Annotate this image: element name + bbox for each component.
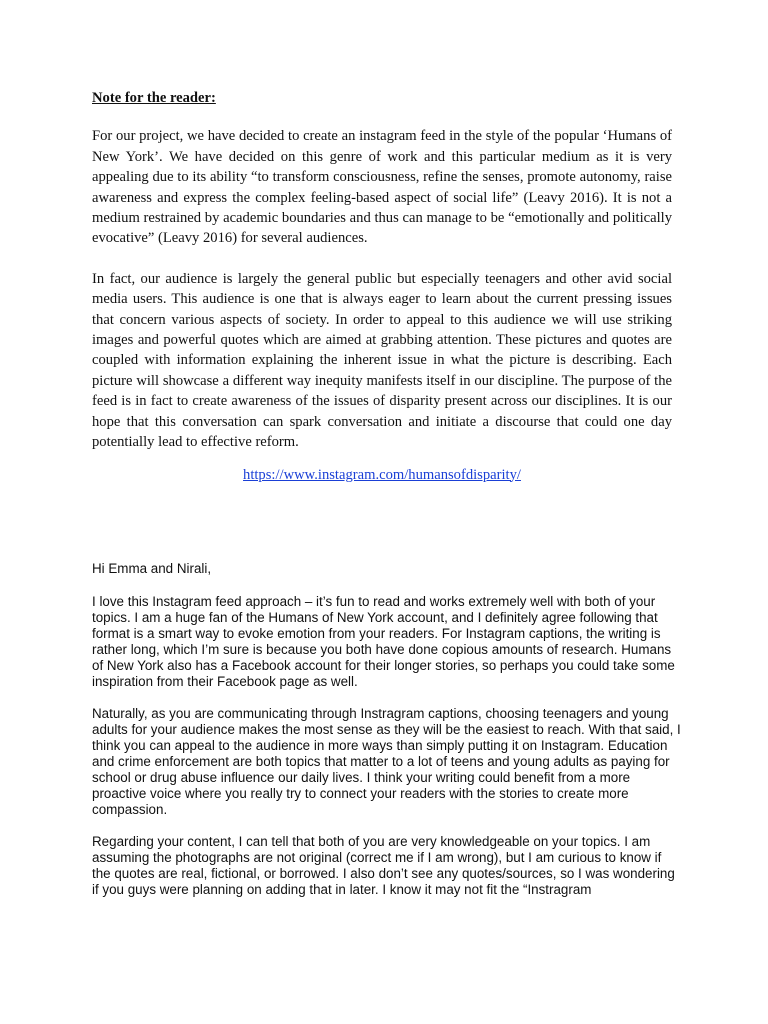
reply-paragraph-3: Regarding your content, I can tell that both of you are very knowledgeable on your topics. I am assuming the photographs are not original (correct me if I am wrong), but I am curious to know if the quotes are real, fictional, or borrowed. I also don’t see any quotes/sources, so I was wondering if you guys were planning on adding that in later. I know it may not fit the “Instragram: [92, 834, 675, 897]
reply-paragraph-1: I love this Instagram feed approach – it’s fun to read and works extremely well with both of your topics. I am a huge fan of the Humans of New York account, and I definitely agree following that format is a smart way to evoke emotion from your readers. For Instagram captions, the writing is rather long, which I’m sure is because you both have done copious amounts of research. Humans of New York also has a Facebook account for their longer stories, so perhaps you could take some inspiration from their Facebook page as well.: [92, 594, 675, 689]
reply-section: [92, 561, 682, 914]
note-heading: Note for the reader:: [92, 90, 216, 106]
link-container: [92, 465, 672, 485]
reply-greeting: Hi Emma and Nirali,: [92, 561, 212, 576]
instagram-link[interactable]: https://www.instagram.com/humansofdisparity/: [243, 466, 521, 483]
note-section: [92, 88, 672, 485]
note-paragraph-1: For our project, we have decided to create an instagram feed in the style of the popular ‘Humans of New York’. We have decided on this genre of work and this particular medium as it is very appealing due to its ability “to transform consciousness, refine the senses, promote autonomy, raise awareness and express the complex feeling-based aspect of social life” (Leavy 2016). It is not a medium restrained by academic boundaries and thus can manage to be “emotionally and politically evocative” (Leavy 2016) for several audiences.: [92, 128, 672, 247]
reply-paragraph-2: Naturally, as you are communicating through Instragram captions, choosing teenagers and young adults for your audience makes the most sense as they will be the easiest to reach. With that said, I think you can appeal to the audience in more ways than simply putting it on Instagram. Education and crime enforcement are both topics that matter to a lot of teens and young adults as paying for school or drug abuse influence our daily lives. I think your writing could benefit from a more proactive voice where you really try to connect your readers with the stories to create more compassion.: [92, 706, 681, 817]
note-paragraph-2: In fact, our audience is largely the general public but especially teenagers and other avid social media users. This audience is one that is always eager to learn about the current pressing issues that concern various aspects of society. In order to appeal to this audience we will use striking images and powerful quotes which are aimed at grabbing attention. These pictures and quotes are coupled with information explaining the inherent issue in what the picture is describing. Each picture will showcase a different way inequity manifests itself in our discipline. The purpose of the feed is in fact to create awareness of the issues of disparity present across our disciplines. It is our hope that this conversation can spark conversation and initiate a discourse that could one day potentially lead to effective reform.: [92, 270, 672, 451]
